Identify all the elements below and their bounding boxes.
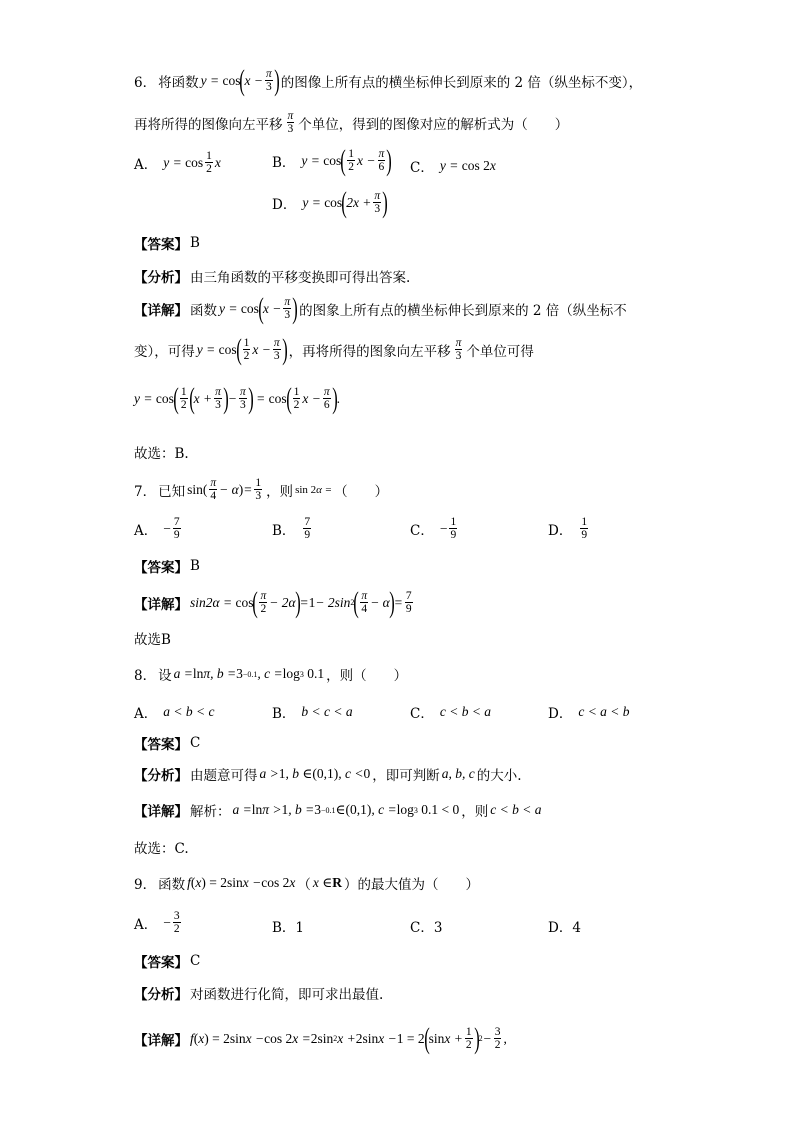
q9-analysis: 【分析】 对函数进行化简，即可求出最值.: [134, 987, 384, 1003]
q7-option-d[interactable]: D． $\frac{1}{9}$: [548, 516, 588, 542]
q8-analysis: 【分析】 由题意可得 a > 1 , b ∈ (0,1) , c < 0 ，即可判断 a, b, c 的大小.: [134, 766, 522, 784]
q7-stem: 7． 已知 sin( $\frac{\pi}{4}$ − α ) = $\frac{1}{3}$ ，则 sin 2 α = （ ）: [134, 477, 389, 503]
q6-function-formula: y = cos ( x − $\frac{\pi}{3}$ ): [200, 63, 280, 97]
q8-option-a[interactable]: A． a < b < c: [134, 704, 215, 722]
q6-analysis: 【分析】 由三角函数的平移变换即可得出答案.: [134, 270, 411, 286]
q7-detail: 【详解】 sin2α = cos ( $\frac{\pi}{2}$ − 2α ) = 1 − 2sin 2 ( $\frac{\pi}{4}$ − α ) = $\frac{7}{9}$: [134, 585, 412, 619]
q7-conclusion: 故选B: [134, 632, 171, 648]
q6-detail-line1: 【详解】 函数 y = cos ( x − $\frac{\pi}{3}$ ) 的图象上所有点的横坐标伸长到原来的 2 倍（纵坐标不: [134, 291, 627, 325]
q8-option-c[interactable]: C． c < b < a: [410, 704, 492, 722]
q8-detail: 【详解】 解析： a = ln π > 1 , b = 3 −0.1 ∈ (0,1) , c = log 3 0.1 < 0 ，则 c < b < a: [134, 802, 542, 820]
q9-option-c[interactable]: C．3: [410, 920, 443, 936]
q8-stem: 8． 设 a = ln π, b = 3 −0.1 , c = log 3 0.1 ，则（ ）: [134, 666, 408, 684]
q9-detail: 【详解】 f ( x ) = 2sin x − cos 2 x = 2sin 2 x + 2sin x − 1 = 2 ( sin x + $\frac{1}{2}$ ) 2 − $\frac{3}{2}$ ,: [134, 1021, 507, 1055]
q9-answer: 【答案】 C: [134, 953, 201, 971]
q8-answer: 【答案】 C: [134, 735, 201, 753]
q6-detail-line2: 变），可得 y = cos ( $\frac{1}{2}$ x − $\frac{\pi}{3}$ ) ，再将所得的图象向左平移 $\frac{\pi}{3}$ 个单位可得: [134, 332, 534, 366]
q9-option-d[interactable]: D．4: [548, 920, 581, 936]
q7-option-b[interactable]: B． $\frac{7}{9}$: [272, 516, 311, 542]
q6-detail-formula: y = cos ( $\frac{1}{2}$ ( x + $\frac{\pi}{3}$ ) − $\frac{\pi}{3}$ ) = cos ( $\frac{1}{2}$ x − $\frac{\pi}{6}$ ) .: [134, 381, 340, 415]
q9-stem: 9． 函数 f ( x ) = 2sin x − cos 2 x （ x ∈ R ）的最大值为（ ）: [134, 875, 479, 893]
q6-option-d[interactable]: D． y = cos ( 2x + $\frac{\pi}{3}$ ): [272, 185, 388, 219]
q6-stem-line2: 再将所得的图像向左平移 $\frac{\pi}{3}$ 个单位，得到的图像对应的解析式为（ ）: [134, 110, 569, 136]
q6-answer: 【答案】 B: [134, 235, 200, 253]
q7-option-a[interactable]: A． − $\frac{7}{9}$: [134, 516, 180, 542]
q8-option-d[interactable]: D． c < a < b: [548, 704, 630, 722]
q7-option-c[interactable]: C． − $\frac{1}{9}$: [410, 516, 457, 542]
q6-conclusion: 故选：B.: [134, 446, 189, 462]
q8-option-b[interactable]: B． b < c < a: [272, 704, 353, 722]
q9-option-b[interactable]: B．1: [272, 920, 305, 936]
q8-conclusion: 故选：C.: [134, 841, 189, 857]
q6-option-a[interactable]: A． y = cos $\frac{1}{2}$ x: [134, 150, 221, 176]
q7-answer: 【答案】 B: [134, 558, 200, 576]
q6-option-c[interactable]: C． y = cos 2 x: [410, 158, 496, 176]
q9-option-a[interactable]: A． − $\frac{3}{2}$: [134, 910, 180, 936]
q6-stem-line1: 6． 将函数 y = cos ( x − $\frac{\pi}{3}$ ) 的图像上所有点的横坐标伸长到原来的 2 倍（纵坐标不变），: [134, 63, 643, 97]
q6-option-b[interactable]: B． y = cos ( $\frac{1}{2}$ x − $\frac{\pi}{6}$ ): [272, 143, 393, 177]
